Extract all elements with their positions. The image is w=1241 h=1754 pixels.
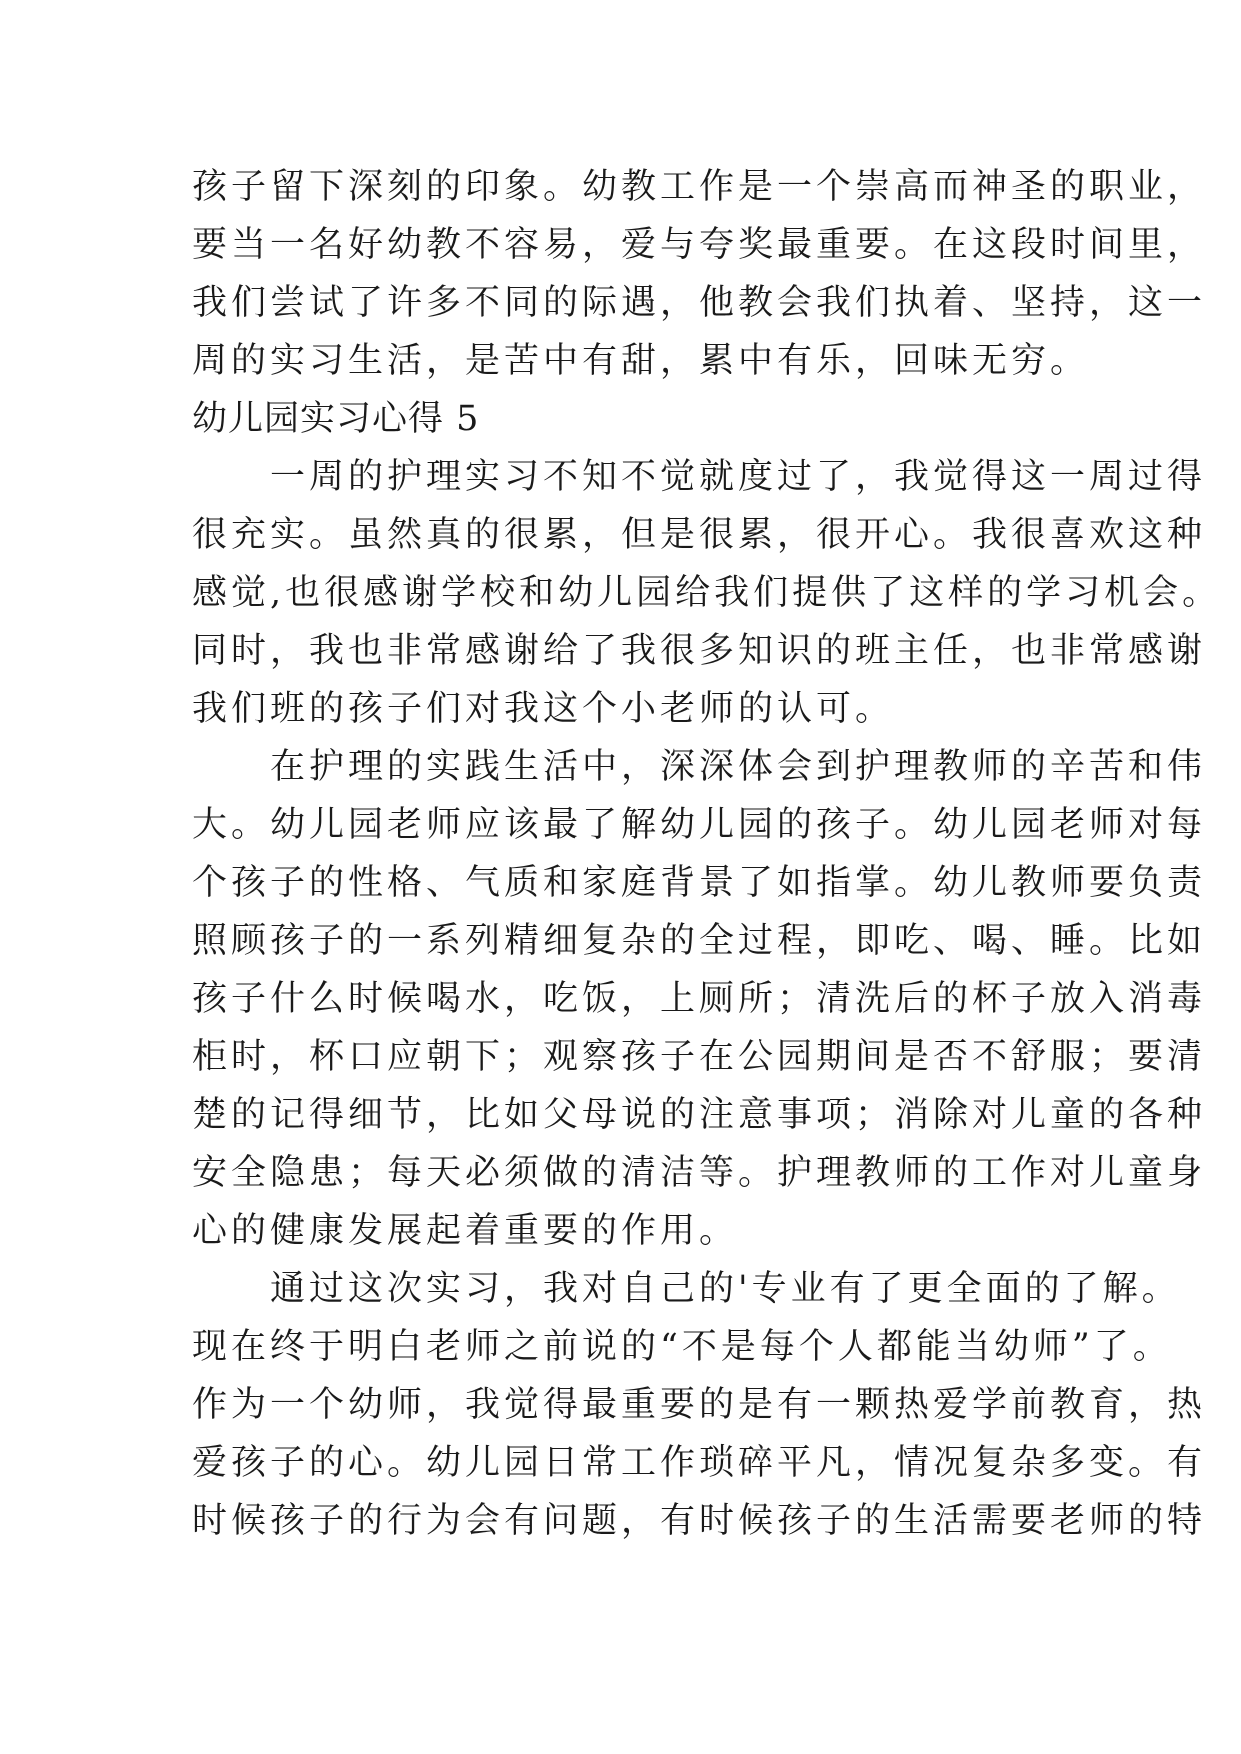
text-line: 一周的护理实习不知不觉就度过了，我觉得这一周过得 bbox=[192, 457, 1207, 497]
text-line: 我们班的孩子们对我这个小老师的认可。 bbox=[192, 689, 895, 729]
text-line: 柜时，杯口应朝下；观察孩子在公园期间是否不舒服；要清 bbox=[192, 1037, 1207, 1077]
text-line: 照顾孩子的一系列精细复杂的全过程，即吃、喝、睡。比如 bbox=[192, 921, 1207, 961]
text-line: 很充实。虽然真的很累，但是很累，很开心。我很喜欢这种 bbox=[192, 515, 1207, 555]
text-line: 要当一名好幼教不容易，爱与夸奖最重要。在这段时间里， bbox=[192, 225, 1207, 265]
text-line: 通过这次实习，我对自己的'专业有了更全面的了解。 bbox=[192, 1269, 1181, 1309]
text-line: 感觉,也很感谢学校和幼儿园给我们提供了这样的学习机会。 bbox=[192, 573, 1222, 613]
text-line: 作为一个幼师，我觉得最重要的是有一颗热爱学前教育，热 bbox=[192, 1385, 1207, 1425]
text-line: 孩子什么时候喝水，吃饭，上厕所；清洗后的杯子放入消毒 bbox=[192, 979, 1207, 1019]
text-line: 在护理的实践生活中，深深体会到护理教师的辛苦和伟 bbox=[192, 747, 1207, 787]
text-line: 孩子留下深刻的印象。幼教工作是一个崇高而神圣的职业， bbox=[192, 167, 1207, 207]
text-line: 楚的记得细节，比如父母说的注意事项；消除对儿童的各种 bbox=[192, 1095, 1207, 1135]
text-line: 个孩子的性格、气质和家庭背景了如指掌。幼儿教师要负责 bbox=[192, 863, 1207, 903]
text-line: 心的健康发展起着重要的作用。 bbox=[192, 1211, 739, 1251]
text-line: 爱孩子的心。幼儿园日常工作琐碎平凡，情况复杂多变。有 bbox=[192, 1443, 1207, 1483]
text-line: 同时，我也非常感谢给了我很多知识的班主任，也非常感谢 bbox=[192, 631, 1207, 671]
text-line: 时候孩子的行为会有问题，有时候孩子的生活需要老师的特 bbox=[192, 1501, 1207, 1541]
section-heading: 幼儿园实习心得 5 bbox=[192, 399, 480, 439]
text-line: 大。幼儿园老师应该最了解幼儿园的孩子。幼儿园老师对每 bbox=[192, 805, 1207, 845]
document-page bbox=[192, 158, 1222, 1550]
text-line: 周的实习生活，是苦中有甜，累中有乐，回味无穷。 bbox=[192, 341, 1090, 381]
text-line: 安全隐患；每天必须做的清洁等。护理教师的工作对儿童身 bbox=[192, 1153, 1207, 1193]
text-line: 现在终于明白老师之前说的“不是每个人都能当幼师”了。 bbox=[192, 1327, 1172, 1367]
text-line: 我们尝试了许多不同的际遇，他教会我们执着、坚持，这一 bbox=[192, 283, 1207, 323]
